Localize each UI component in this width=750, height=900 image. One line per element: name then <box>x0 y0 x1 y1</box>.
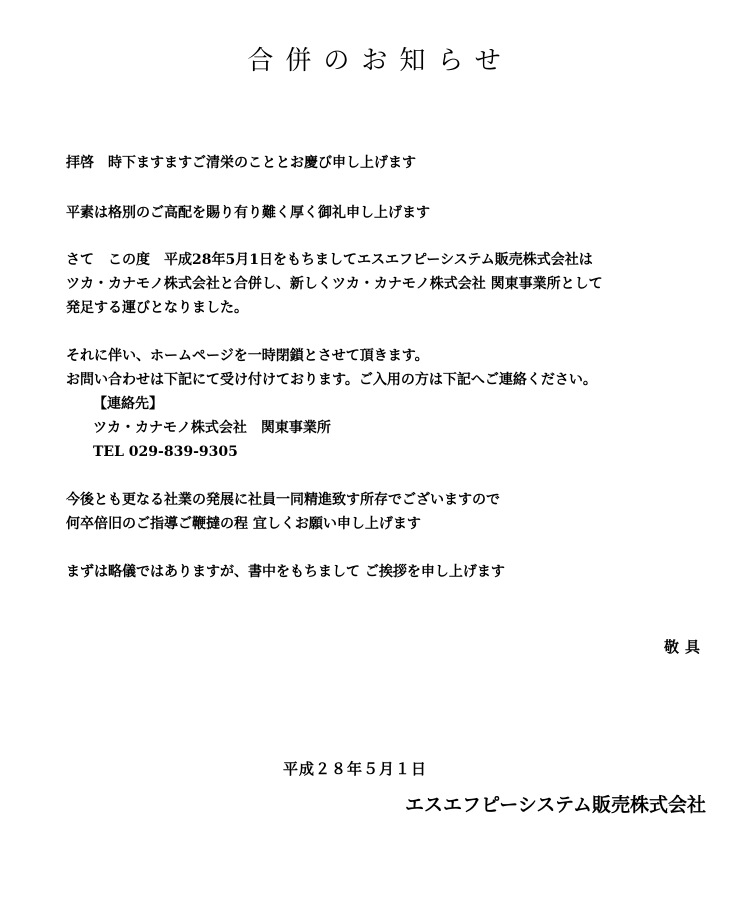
notice-line-2: お問い合わせは下記にて受け付けております。ご入用の方は下記へご連絡ください。 <box>66 372 597 388</box>
greeting-line: 拝啓 時下ますますご清栄のこととお慶び申し上げます <box>66 155 416 171</box>
contact-tel: TEL 029-839-9305 <box>93 444 238 460</box>
page-title: 合併のお知らせ <box>247 46 513 76</box>
contact-heading: 【連絡先】 <box>93 396 163 412</box>
future-line-1: 今後とも更なる社業の発展に社員一同精進致す所存でございますので <box>66 492 500 508</box>
announce-line-2: ツカ・カナモノ株式会社と合併し、新しくツカ・カナモノ株式会社 関東事業所として <box>66 276 603 292</box>
issue-date: 平成２８年５月１日 <box>283 760 428 778</box>
final-line: まずは略儀ではありますが、書中をもちまして ご挨拶を申し上げます <box>66 564 505 580</box>
company-name: エスエフピーシステム販売株式会社 <box>405 794 706 816</box>
announce-line-3: 発足する運びとなりました。 <box>66 300 248 316</box>
thanks-line: 平素は格別のご高配を賜り有り難く厚く御礼申し上げます <box>66 205 430 221</box>
future-line-2: 何卒倍旧のご指導ご鞭撻の程 宜しくお願い申し上げます <box>66 516 421 532</box>
closing-phrase: 敬具 <box>664 638 707 656</box>
notice-line-1: それに伴い、ホームページを一時閉鎖とさせて頂きます。 <box>66 348 429 364</box>
announce-line-1: さて この度 平成28年5月1日をもちましてエスエフピーシステム販売株式会社は <box>66 252 593 268</box>
contact-name: ツカ・カナモノ株式会社 関東事業所 <box>93 420 331 436</box>
